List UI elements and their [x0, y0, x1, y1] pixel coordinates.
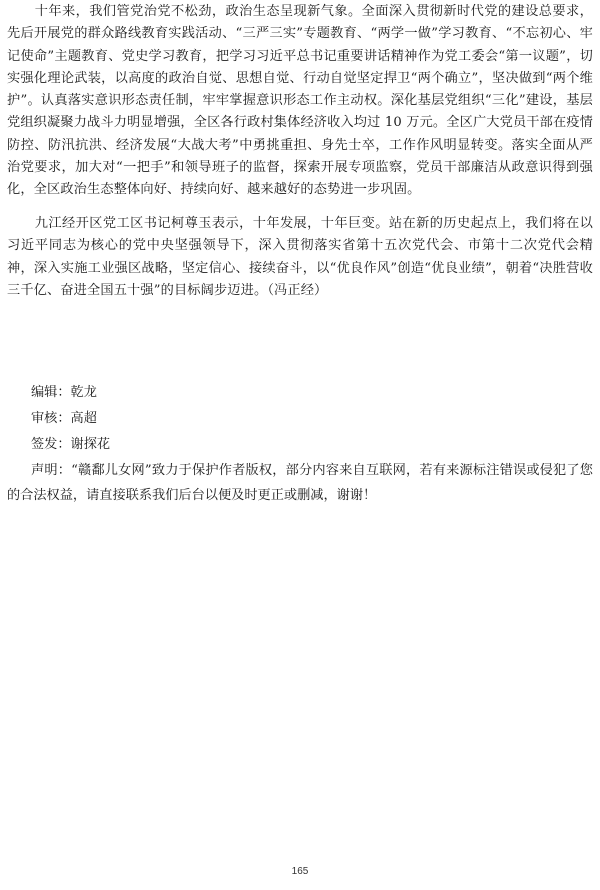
approver-credit: 签发：谢探花: [31, 437, 111, 452]
page-number: 165: [291, 866, 309, 877]
article-paragraph-1: 十年来，我们管党治党不松劲，政治生态呈现新气象。全面深入贯彻新时代党的建设总要求，先后开展党的群众路线教育实践活动、“三严三实”专题教育、“两学一做”学习教育、“不忘初心、牢记使命”主题教育、党史学习教育，把学习习近平总书记重要讲话精神作为党工委会“第一议题”，切实强化理论武装，以高度的政治自觉、思想自觉、行动自觉坚定捍卫“两个确立”，坚决做到“两个维护”。认真落实意识形态责任制，牢牢掌握意识形态工作主动权。深化基层党组织“三化”建设，基层党组织凝聚力战斗力明显增强，全区各行政村集体经济收入均过 10 万元。全区广大党员干部在疫情防控、防汛抗洪、经济发展“大战大考”中勇挑重担、身先士卒，工作作风明显转变。落实全面从严治党要求，加大对“一把手”和领导班子的监督，探索开展专项监察，党员干部廉洁从政意识得到强化，全区政治生态整体向好、持续向好、越来越好的态势进一步巩固。: [7, 4, 593, 198]
editor-credit: 编辑：乾龙: [31, 385, 97, 400]
copyright-statement: 声明：“赣鄱儿女网”致力于保护作者版权，部分内容来自互联网，若有来源标注错误或侵犯了您的合法权益，请直接联系我们后台以便及时更正或删减，谢谢！: [7, 463, 593, 503]
reviewer-credit: 审核：高超: [31, 411, 97, 426]
article-paragraph-2: 九江经开区党工区书记柯尊玉表示，十年发展，十年巨变。站在新的历史起点上，我们将在以习近平同志为核心的党中央坚强领导下，深入贯彻落实省第十五次党代会、市第十二次党代会精神，深入实施工业强区战略，坚定信心、接续奋斗，以“优良作风”创造“优良业绩”，朝着“决胜营收三千亿、奋进全国五十强”的目标阔步迈进。（冯正经）: [7, 216, 593, 298]
